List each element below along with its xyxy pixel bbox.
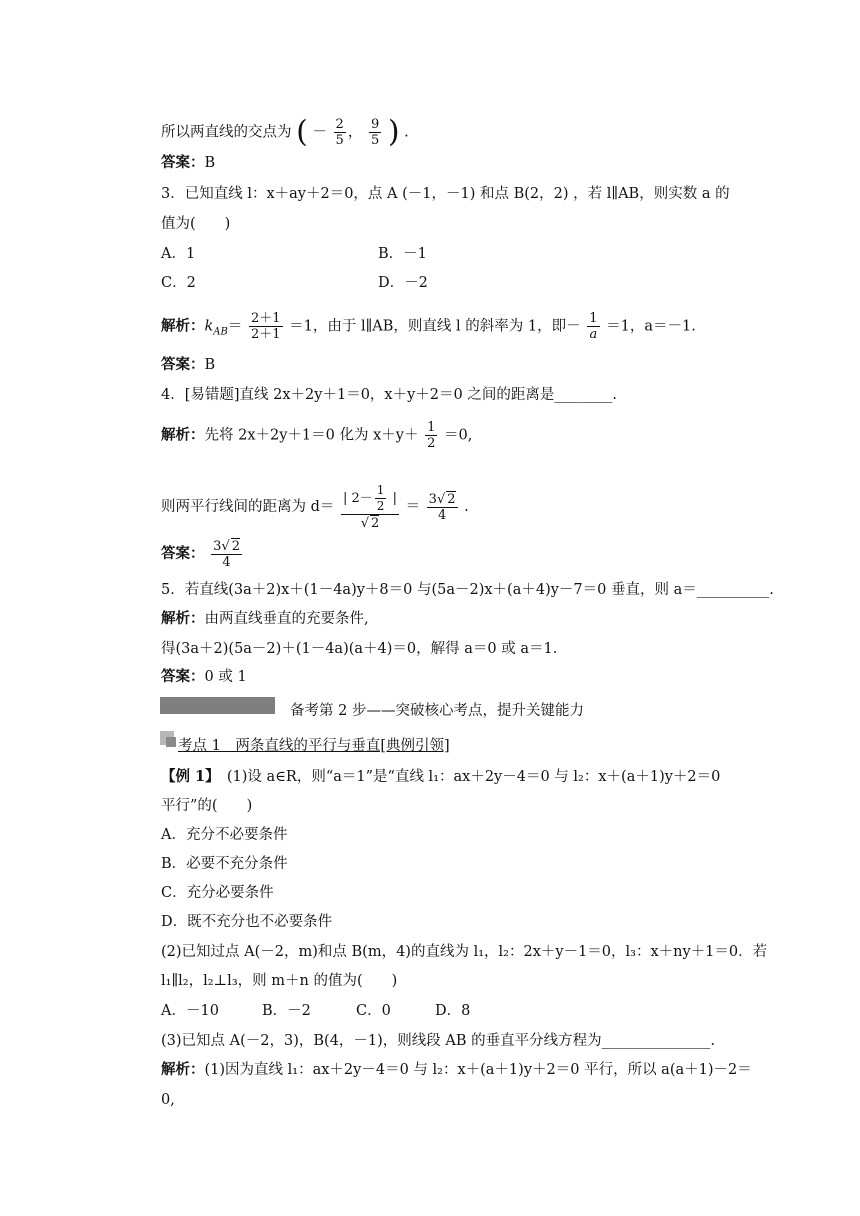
option: A．－10 (161, 1003, 219, 1019)
section-icon (166, 737, 176, 747)
example-3: (3)已知点 A(－2，3)，B(4，－1)，则线段 AB 的垂直平分线方程为_______________. (161, 1033, 716, 1049)
option: A．1 (161, 246, 196, 262)
answer-line: 答案：B (161, 154, 216, 171)
option: D．－2 (378, 275, 428, 291)
question-4: 4．[易错题]直线 2x＋2y＋1＝0，x＋y＋2＝0 之间的距离是________. (161, 387, 617, 403)
option: C．0 (356, 1003, 391, 1019)
option: C．充分必要条件 (161, 885, 274, 901)
answer-line: 答案：0 或 1 (161, 668, 247, 685)
option: B．－2 (262, 1003, 311, 1019)
example-1-cont: 平行”的( ) (161, 798, 253, 814)
solution-5-cont: 得(3a＋2)(5a－2)＋(1－4a)(a＋4)＝0，解得 a＝0 或 a＝1. (161, 641, 558, 657)
solution-3: 解析：$k_{AB}=$ $\frac{2+1}{2+1}$ ＝1，由于 l∥AB，则直线 l 的斜率为 1，即－ $\frac{1}{a}$ ＝1，a＝－1. (161, 311, 696, 342)
option: B．－1 (378, 246, 427, 262)
question-5: 5．若直线(3a＋2)x＋(1－4a)y＋8＝0 与(5a－2)x＋(a＋4)y－7＝0 垂直，则 a＝__________. (161, 582, 774, 598)
question-3-cont: 值为( ) (161, 216, 231, 232)
answer-line: 答案：B (161, 356, 216, 373)
fraction: $\frac{9}{5}$ (370, 117, 380, 148)
fraction: $\frac{2}{5}$ (335, 117, 344, 148)
example-1: 【例 1】 (1)设 a∈R，则“a＝1”是“直线 l₁：ax＋2y－4＝0 与 l₂：x＋(a＋1)y＋2＝0 (161, 768, 721, 785)
example-2: (2)已知过点 A(－2，m)和点 B(m，4)的直线为 l₁，l₂：2x＋y－1＝0，l₃：x＋ny＋1＝0．若 (161, 944, 768, 960)
section-title: 备考第 2 步——突破核心考点，提升关键能力 (290, 703, 584, 719)
topic-heading: 考点 1 两条直线的平行与垂直[典例引领] (178, 738, 450, 754)
answer-line: 答案： $\frac{3√ 2}{4}$ (161, 539, 240, 570)
solution-example: 解析：(1)因为直线 l₁：ax＋2y－4＝0 与 l₂：x＋(a＋1)y＋2＝0 平行，所以 a(a＋1)－2＝ (161, 1061, 752, 1078)
solution-example-cont: 0, (161, 1092, 175, 1108)
distance-line: 则两平行线间的距离为 d＝ | 2－ $\frac{1}{2}$ | √ 2 ＝ $\frac{3√ 2}{4}$ . (161, 483, 469, 531)
example-2-cont: l₁∥l₂，l₂⊥l₃，则 m＋n 的值为( ) (161, 973, 398, 989)
section-bar (160, 697, 275, 714)
intersection-line: 所以两直线的交点为 ( － $\frac{2}{5}$ ， $\frac{9}{5}$ ) . (161, 114, 409, 150)
solution-5: 解析：由两直线垂直的充要条件, (161, 610, 369, 627)
option: A．充分不必要条件 (161, 827, 288, 843)
question-3: 3．已知直线 l：x＋ay＋2＝0，点 A (－1，－1) 和点 B(2，2) ，若 l∥AB，则实数 a 的 (161, 186, 730, 202)
solution-4: 解析：先将 2x＋2y＋1＝0 化为 x＋y＋ $\frac{1}{2}$ ＝0, (161, 420, 473, 451)
option: D．既不充分也不必要条件 (161, 914, 333, 930)
option: C．2 (161, 275, 196, 291)
option: B．必要不充分条件 (161, 856, 288, 872)
option: D．8 (435, 1003, 471, 1019)
